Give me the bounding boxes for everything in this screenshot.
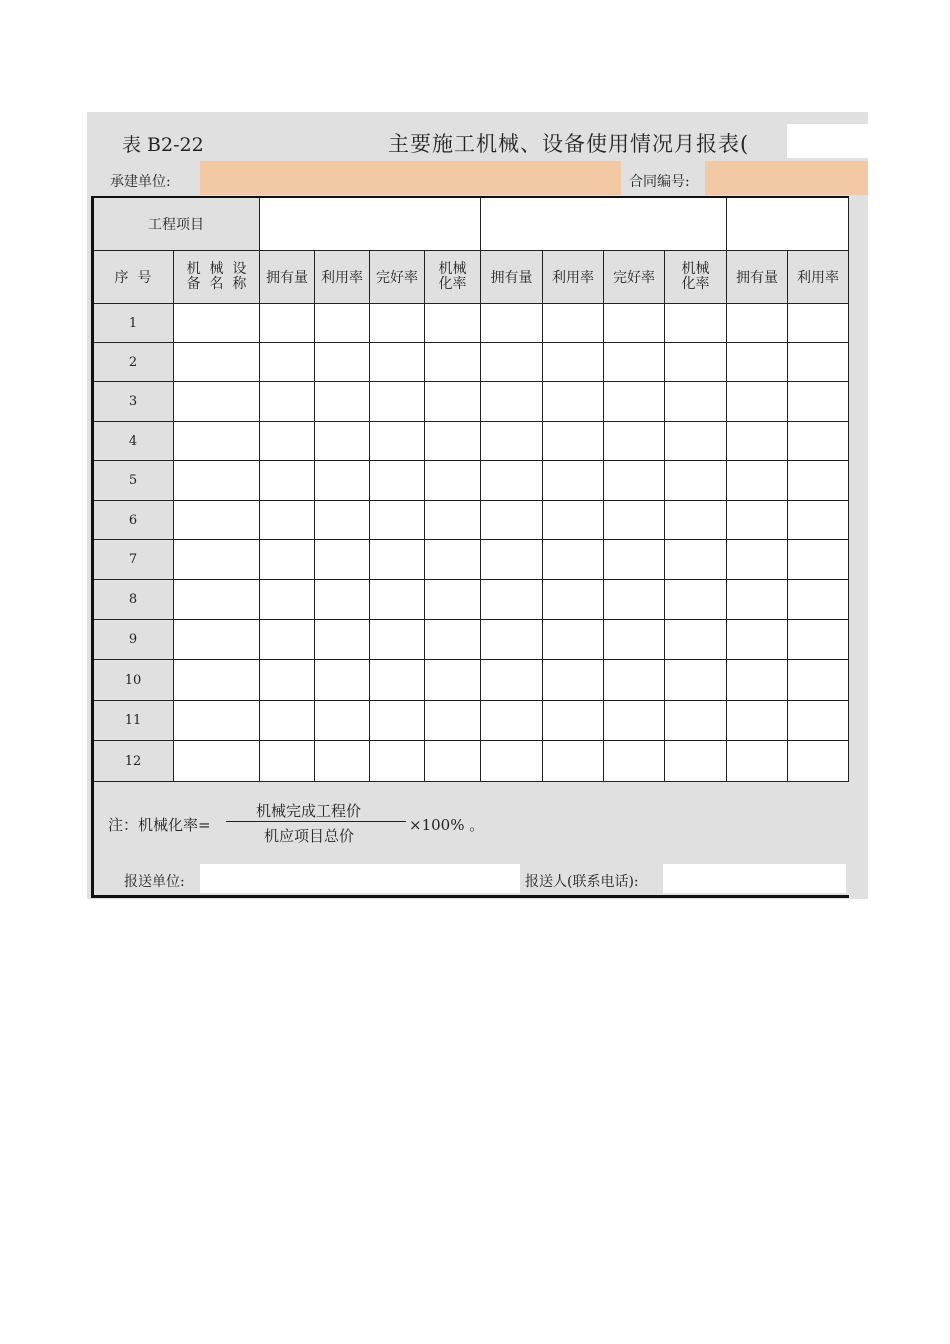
form-title: 主要施工机械、设备使用情况月报表( xyxy=(388,132,750,156)
table-cell[interactable] xyxy=(315,382,370,422)
table-cell[interactable] xyxy=(665,382,727,422)
table-cell[interactable] xyxy=(727,422,788,461)
table-cell[interactable] xyxy=(425,461,481,501)
table-cell[interactable] xyxy=(727,501,788,540)
table-cell[interactable] xyxy=(315,304,370,343)
table-cell[interactable] xyxy=(788,540,849,580)
table-cell[interactable] xyxy=(481,461,543,501)
g2-utilization-header: 利用率 xyxy=(543,251,604,304)
table-cell[interactable] xyxy=(604,382,665,422)
table-cell[interactable] xyxy=(788,660,849,701)
table-cell[interactable] xyxy=(727,382,788,422)
table-cell[interactable] xyxy=(370,501,425,540)
table-cell[interactable] xyxy=(727,741,788,782)
table-cell[interactable] xyxy=(665,501,727,540)
sender-unit-field[interactable] xyxy=(200,864,520,893)
table-cell[interactable] xyxy=(665,461,727,501)
table-cell[interactable] xyxy=(481,620,543,660)
table-cell[interactable] xyxy=(425,620,481,660)
table-cell[interactable] xyxy=(260,580,315,620)
table-cell[interactable] xyxy=(788,620,849,660)
row-number: 10 xyxy=(93,660,174,701)
table-cell[interactable] xyxy=(425,422,481,461)
table-cell[interactable] xyxy=(543,501,604,540)
contract-no-field[interactable] xyxy=(705,161,868,195)
table-cell[interactable] xyxy=(174,501,260,540)
table-cell[interactable] xyxy=(543,741,604,782)
table-cell[interactable] xyxy=(543,304,604,343)
project-cell-2[interactable] xyxy=(481,198,727,251)
table-cell[interactable] xyxy=(788,580,849,620)
row-number: 5 xyxy=(93,461,174,501)
g1-owned-header: 拥有量 xyxy=(260,251,315,304)
sender-unit-label: 报送单位: xyxy=(124,874,185,890)
table-cell[interactable] xyxy=(315,701,370,741)
table-row xyxy=(93,701,849,741)
table-cell[interactable] xyxy=(665,422,727,461)
table-cell[interactable] xyxy=(260,461,315,501)
table-cell[interactable] xyxy=(260,343,315,382)
mech-rate-line2: 化率 xyxy=(681,276,710,292)
table-cell[interactable] xyxy=(174,580,260,620)
table-cell[interactable] xyxy=(260,540,315,580)
table-cell[interactable] xyxy=(370,422,425,461)
table-cell[interactable] xyxy=(481,422,543,461)
table-cell[interactable] xyxy=(665,580,727,620)
table-cell[interactable] xyxy=(425,382,481,422)
table-cell[interactable] xyxy=(665,660,727,701)
table-cell[interactable] xyxy=(543,382,604,422)
table-cell[interactable] xyxy=(481,501,543,540)
table-cell[interactable] xyxy=(425,304,481,343)
table-cell[interactable] xyxy=(315,343,370,382)
table-cell[interactable] xyxy=(604,304,665,343)
form-code: 表 B2-22 xyxy=(122,134,204,156)
table-cell[interactable] xyxy=(174,382,260,422)
table-cell[interactable] xyxy=(604,343,665,382)
table-row xyxy=(93,501,849,540)
table-cell[interactable] xyxy=(370,461,425,501)
g2-good-rate-header: 完好率 xyxy=(604,251,665,304)
table-cell[interactable] xyxy=(481,580,543,620)
table-cell[interactable] xyxy=(727,580,788,620)
mech-rate-line1: 机械 xyxy=(681,261,710,277)
formula-denominator: 机应项目总价 xyxy=(264,827,355,845)
table-cell[interactable] xyxy=(370,620,425,660)
table-cell[interactable] xyxy=(174,660,260,701)
table-cell[interactable] xyxy=(370,580,425,620)
table-cell[interactable] xyxy=(260,660,315,701)
row-number: 7 xyxy=(93,540,174,580)
seq-header-label: 序 号 xyxy=(114,270,152,286)
table-cell[interactable] xyxy=(425,660,481,701)
table-cell[interactable] xyxy=(727,620,788,660)
table-cell[interactable] xyxy=(788,343,849,382)
table-cell[interactable] xyxy=(788,422,849,461)
table-cell[interactable] xyxy=(174,741,260,782)
table-cell[interactable] xyxy=(788,461,849,501)
table-cell[interactable] xyxy=(788,741,849,782)
table-cell[interactable] xyxy=(727,461,788,501)
table-row xyxy=(93,580,849,620)
table-cell[interactable] xyxy=(481,540,543,580)
mech-rate-line2: 化率 xyxy=(438,276,467,292)
table-cell[interactable] xyxy=(604,620,665,660)
table-row xyxy=(93,660,849,701)
table-cell[interactable] xyxy=(174,422,260,461)
equipment-table xyxy=(92,197,849,782)
table-cell[interactable] xyxy=(788,501,849,540)
table-cell[interactable] xyxy=(481,304,543,343)
row-number: 1 xyxy=(93,304,174,343)
g1-mech-rate-header xyxy=(425,251,481,304)
table-cell[interactable] xyxy=(481,701,543,741)
table-cell[interactable] xyxy=(370,741,425,782)
table-cell[interactable] xyxy=(543,660,604,701)
table-cell[interactable] xyxy=(315,461,370,501)
contractor-label: 承建单位: xyxy=(110,174,171,190)
contract-no-label: 合同编号: xyxy=(629,174,690,190)
table-cell[interactable] xyxy=(604,540,665,580)
table-cell[interactable] xyxy=(315,620,370,660)
table-cell[interactable] xyxy=(604,580,665,620)
table-cell[interactable] xyxy=(425,501,481,540)
table-cell[interactable] xyxy=(370,304,425,343)
table-cell[interactable] xyxy=(315,741,370,782)
g2-mech-rate-header xyxy=(665,251,727,304)
table-cell[interactable] xyxy=(481,660,543,701)
table-cell[interactable] xyxy=(604,501,665,540)
project-label: 工程项目 xyxy=(148,217,204,233)
table-cell[interactable] xyxy=(727,343,788,382)
project-cell-3[interactable] xyxy=(727,198,849,251)
table-cell[interactable] xyxy=(315,501,370,540)
table-cell[interactable] xyxy=(788,382,849,422)
g1-utilization-header: 利用率 xyxy=(315,251,370,304)
g2-owned-header: 拥有量 xyxy=(481,251,543,304)
mech-rate-line1: 机械 xyxy=(438,261,467,277)
table-cell[interactable] xyxy=(604,701,665,741)
table-cell[interactable] xyxy=(315,422,370,461)
table-cell[interactable] xyxy=(174,701,260,741)
table-cell[interactable] xyxy=(370,382,425,422)
g1-good-rate-header: 完好率 xyxy=(370,251,425,304)
table-cell[interactable] xyxy=(370,540,425,580)
row-number: 11 xyxy=(93,701,174,741)
row-number: 4 xyxy=(93,422,174,461)
g3-utilization-header: 利用率 xyxy=(788,251,849,304)
equipment-name-line1: 机 械 设 xyxy=(186,261,247,277)
table-row xyxy=(93,422,849,461)
formula-fraction-bar xyxy=(226,821,406,822)
table-cell[interactable] xyxy=(665,620,727,660)
table-cell[interactable] xyxy=(788,701,849,741)
table-row xyxy=(93,620,849,660)
table-cell[interactable] xyxy=(425,580,481,620)
row-number: 12 xyxy=(93,741,174,782)
contractor-field[interactable] xyxy=(200,161,621,195)
table-cell[interactable] xyxy=(604,461,665,501)
table-cell[interactable] xyxy=(425,343,481,382)
table-cell[interactable] xyxy=(543,343,604,382)
table-cell[interactable] xyxy=(727,701,788,741)
table-cell[interactable] xyxy=(260,701,315,741)
table-cell[interactable] xyxy=(260,422,315,461)
table-cell[interactable] xyxy=(727,660,788,701)
table-row xyxy=(93,304,849,343)
table-cell[interactable] xyxy=(174,540,260,580)
table-cell[interactable] xyxy=(260,382,315,422)
table-cell[interactable] xyxy=(260,501,315,540)
table-cell[interactable] xyxy=(665,540,727,580)
row-number: 8 xyxy=(93,580,174,620)
row-number: 6 xyxy=(93,501,174,540)
table-cell[interactable] xyxy=(543,620,604,660)
table-cell[interactable] xyxy=(370,660,425,701)
table-row xyxy=(93,540,849,580)
table-cell[interactable] xyxy=(481,343,543,382)
title-blank-cell xyxy=(787,124,868,158)
table-cell[interactable] xyxy=(727,304,788,343)
seq-header xyxy=(93,251,174,304)
table-cell[interactable] xyxy=(174,461,260,501)
table-cell[interactable] xyxy=(174,304,260,343)
table-cell[interactable] xyxy=(543,422,604,461)
table-cell[interactable] xyxy=(543,461,604,501)
table-cell[interactable] xyxy=(260,304,315,343)
table-row xyxy=(93,461,849,501)
table-cell[interactable] xyxy=(315,660,370,701)
equipment-name-header xyxy=(174,251,260,304)
row-number: 3 xyxy=(93,382,174,422)
table-cell[interactable] xyxy=(665,701,727,741)
table-cell[interactable] xyxy=(260,741,315,782)
table-row xyxy=(93,382,849,422)
table-row xyxy=(93,741,849,782)
table-cell[interactable] xyxy=(481,382,543,422)
sender-person-field[interactable] xyxy=(663,864,846,893)
table-cell[interactable] xyxy=(260,620,315,660)
table-cell[interactable] xyxy=(425,701,481,741)
table-cell[interactable] xyxy=(604,422,665,461)
table-cell[interactable] xyxy=(604,741,665,782)
formula-suffix: ×100% 。 xyxy=(409,816,485,834)
formula-numerator: 机械完成工程价 xyxy=(256,802,362,820)
table-cell[interactable] xyxy=(370,343,425,382)
table-cell[interactable] xyxy=(543,701,604,741)
table-cell[interactable] xyxy=(543,580,604,620)
table-cell[interactable] xyxy=(543,540,604,580)
equipment-name-line2: 备 名 称 xyxy=(186,276,247,292)
table-cell[interactable] xyxy=(315,580,370,620)
sender-person-label: 报送人(联系电话): xyxy=(525,874,639,890)
project-label-cell xyxy=(93,198,260,251)
table-cell[interactable] xyxy=(425,540,481,580)
g3-owned-header: 拥有量 xyxy=(727,251,788,304)
table-cell[interactable] xyxy=(665,304,727,343)
table-cell[interactable] xyxy=(174,343,260,382)
table-cell[interactable] xyxy=(604,660,665,701)
project-cell-1[interactable] xyxy=(260,198,481,251)
table-cell[interactable] xyxy=(788,304,849,343)
table-cell[interactable] xyxy=(665,741,727,782)
table-cell[interactable] xyxy=(370,701,425,741)
note-prefix: 注：机械化率= xyxy=(108,816,211,834)
row-number: 9 xyxy=(93,620,174,660)
table-cell[interactable] xyxy=(174,620,260,660)
table-cell[interactable] xyxy=(481,741,543,782)
table-row xyxy=(93,343,849,382)
table-cell[interactable] xyxy=(665,343,727,382)
table-cell[interactable] xyxy=(315,540,370,580)
row-number: 2 xyxy=(93,343,174,382)
table-cell[interactable] xyxy=(425,741,481,782)
table-cell[interactable] xyxy=(727,540,788,580)
